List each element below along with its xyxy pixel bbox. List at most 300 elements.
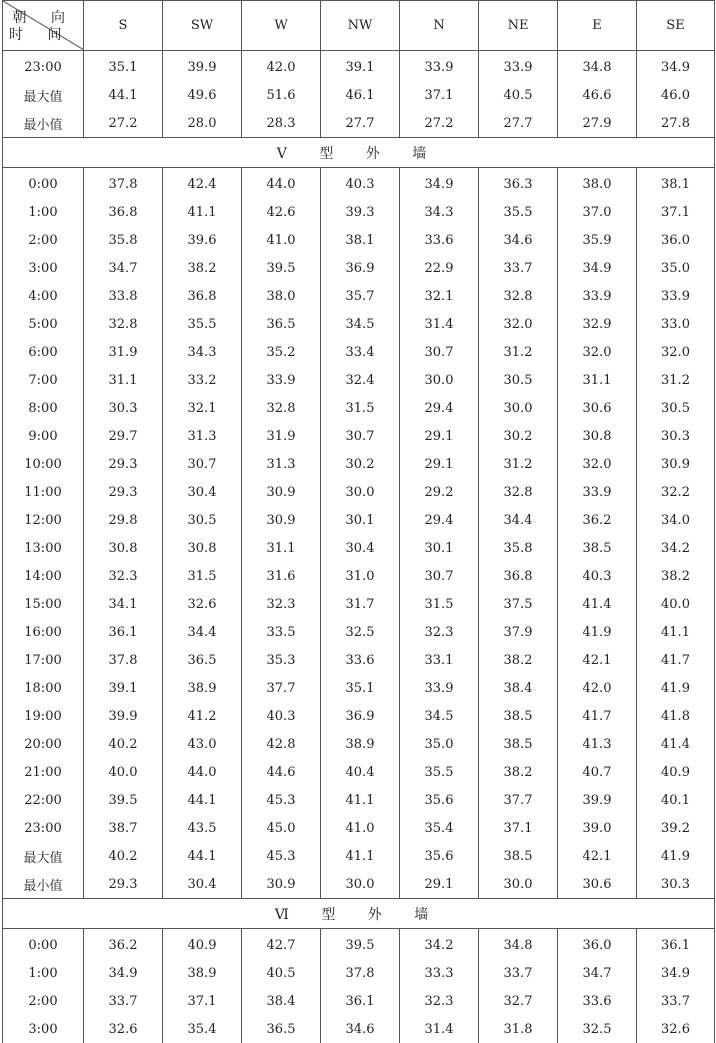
- table-cell: 36.3: [479, 168, 558, 199]
- table-cell: 35.5: [479, 198, 558, 226]
- table-row: [3, 366, 715, 394]
- table-row: [3, 842, 715, 870]
- table-cell: 39.3: [321, 198, 400, 226]
- table-cell: 36.5: [242, 1015, 321, 1043]
- table-cell: 33.6: [558, 987, 637, 1015]
- row-time-label: 10:00: [3, 450, 84, 478]
- table-cell: 42.0: [242, 51, 321, 82]
- table-cell: 46.0: [637, 81, 715, 109]
- table-cell: 37.8: [84, 168, 163, 199]
- table-cell: 41.9: [637, 674, 715, 702]
- table-cell: 31.2: [479, 338, 558, 366]
- table-cell: 31.2: [637, 366, 715, 394]
- table-cell: 29.8: [84, 506, 163, 534]
- table-cell: 34.0: [637, 506, 715, 534]
- table-cell: 40.3: [558, 562, 637, 590]
- header-row: [3, 1, 715, 51]
- table-cell: 34.4: [163, 618, 242, 646]
- table-cell: 33.9: [558, 478, 637, 506]
- table-cell: 40.3: [242, 702, 321, 730]
- table-cell: 35.4: [163, 1015, 242, 1043]
- table-cell: 35.2: [242, 338, 321, 366]
- table-cell: 36.1: [84, 618, 163, 646]
- row-time-label: 16:00: [3, 618, 84, 646]
- table-cell: 33.9: [242, 366, 321, 394]
- table-cell: 36.9: [321, 254, 400, 282]
- table-cell: 30.0: [479, 394, 558, 422]
- block-vi: [3, 929, 715, 1043]
- table-cell: 30.0: [479, 870, 558, 899]
- col-header-w: W: [242, 1, 321, 51]
- table-row: [3, 282, 715, 310]
- table-cell: 51.6: [242, 81, 321, 109]
- table-row: [3, 534, 715, 562]
- table-cell: 39.2: [637, 814, 715, 842]
- table-cell: 44.6: [242, 758, 321, 786]
- table-cell: 32.3: [242, 590, 321, 618]
- table-cell: 27.2: [84, 109, 163, 138]
- table-cell: 32.0: [479, 310, 558, 338]
- table-cell: 37.0: [558, 198, 637, 226]
- table-cell: 30.5: [637, 394, 715, 422]
- table-cell: 41.2: [163, 702, 242, 730]
- table-cell: 30.7: [400, 338, 479, 366]
- table-cell: 35.9: [558, 226, 637, 254]
- table-cell: 38.9: [163, 959, 242, 987]
- table-cell: 40.4: [321, 758, 400, 786]
- table-row: [3, 702, 715, 730]
- table-cell: 39.5: [321, 929, 400, 960]
- table-cell: 41.4: [637, 730, 715, 758]
- table-cell: 33.8: [84, 282, 163, 310]
- table-cell: 37.1: [479, 814, 558, 842]
- table-cell: 42.7: [242, 929, 321, 960]
- table-cell: 34.3: [163, 338, 242, 366]
- col-header-nw: NW: [321, 1, 400, 51]
- table-row: [3, 394, 715, 422]
- table-cell: 30.2: [479, 422, 558, 450]
- table-cell: 32.1: [400, 282, 479, 310]
- table-cell: 30.3: [637, 870, 715, 899]
- table-cell: 43.0: [163, 730, 242, 758]
- table-cell: 35.5: [400, 758, 479, 786]
- table-cell: 31.1: [558, 366, 637, 394]
- row-time-label: 13:00: [3, 534, 84, 562]
- table-cell: 41.7: [558, 702, 637, 730]
- table-cell: 39.9: [84, 702, 163, 730]
- table-cell: 30.8: [558, 422, 637, 450]
- row-time-label: 最小值: [3, 109, 84, 138]
- table-cell: 37.5: [479, 590, 558, 618]
- table-cell: 34.9: [400, 168, 479, 199]
- table-cell: 30.5: [163, 506, 242, 534]
- table-cell: 28.3: [242, 109, 321, 138]
- table-cell: 34.7: [84, 254, 163, 282]
- table-cell: 45.3: [242, 842, 321, 870]
- table-cell: 32.3: [400, 618, 479, 646]
- table-row: [3, 450, 715, 478]
- table-row: [3, 338, 715, 366]
- table-cell: 37.7: [242, 674, 321, 702]
- table-cell: 41.9: [637, 842, 715, 870]
- table-cell: 36.5: [242, 310, 321, 338]
- table-cell: 33.7: [84, 987, 163, 1015]
- table-cell: 30.4: [321, 534, 400, 562]
- table-cell: 31.9: [84, 338, 163, 366]
- table-cell: 33.9: [558, 282, 637, 310]
- table-cell: 33.6: [321, 646, 400, 674]
- table-cell: 35.8: [84, 226, 163, 254]
- row-time-label: 最大值: [3, 81, 84, 109]
- table-cell: 31.6: [242, 562, 321, 590]
- table-cell: 33.9: [400, 674, 479, 702]
- table-cell: 35.6: [400, 786, 479, 814]
- table-cell: 40.9: [637, 758, 715, 786]
- table-cell: 30.4: [163, 870, 242, 899]
- table-cell: 33.7: [479, 254, 558, 282]
- table-cell: 35.0: [637, 254, 715, 282]
- row-time-label: 23:00: [3, 51, 84, 82]
- table-row: [3, 786, 715, 814]
- table-cell: 27.7: [321, 109, 400, 138]
- table-cell: 27.2: [400, 109, 479, 138]
- row-time-label: 3:00: [3, 1015, 84, 1043]
- table-row: [3, 198, 715, 226]
- table-cell: 38.0: [242, 282, 321, 310]
- table-cell: 29.1: [400, 870, 479, 899]
- table-row: [3, 226, 715, 254]
- table-cell: 31.9: [242, 422, 321, 450]
- table-cell: 33.3: [400, 959, 479, 987]
- col-header-n: N: [400, 1, 479, 51]
- table-cell: 42.4: [163, 168, 242, 199]
- table-cell: 39.9: [558, 786, 637, 814]
- table-cell: 41.4: [558, 590, 637, 618]
- table-cell: 37.1: [400, 81, 479, 109]
- corner-orientation-label: 朝 向: [13, 7, 75, 27]
- table-cell: 32.3: [84, 562, 163, 590]
- table-cell: 36.2: [84, 929, 163, 960]
- row-time-label: 14:00: [3, 562, 84, 590]
- table-cell: 41.1: [163, 198, 242, 226]
- table-cell: 36.5: [163, 646, 242, 674]
- table-row: [3, 929, 715, 960]
- row-time-label: 4:00: [3, 282, 84, 310]
- row-time-label: 最小值: [3, 870, 84, 899]
- row-time-label: 0:00: [3, 168, 84, 199]
- row-time-label: 19:00: [3, 702, 84, 730]
- table-cell: 30.6: [558, 870, 637, 899]
- table-cell: 33.5: [242, 618, 321, 646]
- row-time-label: 1:00: [3, 959, 84, 987]
- table-cell: 34.6: [321, 1015, 400, 1043]
- table-cell: 31.5: [321, 394, 400, 422]
- table-cell: 31.5: [400, 590, 479, 618]
- table-cell: 40.2: [84, 730, 163, 758]
- col-header-se: SE: [637, 1, 715, 51]
- table-cell: 34.8: [558, 51, 637, 82]
- table-cell: 31.3: [163, 422, 242, 450]
- table-cell: 40.5: [242, 959, 321, 987]
- table-cell: 40.3: [321, 168, 400, 199]
- table-row: [3, 646, 715, 674]
- table-cell: 41.8: [637, 702, 715, 730]
- table-row: [3, 870, 715, 899]
- table-cell: 46.1: [321, 81, 400, 109]
- table-cell: 38.1: [637, 168, 715, 199]
- table-row: [3, 1015, 715, 1043]
- table-row: [3, 618, 715, 646]
- table-cell: 35.1: [321, 674, 400, 702]
- col-header-sw: SW: [163, 1, 242, 51]
- table-row: [3, 758, 715, 786]
- table-cell: 41.3: [558, 730, 637, 758]
- table-cell: 35.6: [400, 842, 479, 870]
- row-time-label: 17:00: [3, 646, 84, 674]
- table-row: [3, 310, 715, 338]
- table-cell: 38.9: [163, 674, 242, 702]
- table-cell: 33.6: [400, 226, 479, 254]
- table-cell: 39.0: [558, 814, 637, 842]
- col-header-s: S: [84, 1, 163, 51]
- row-time-label: 0:00: [3, 929, 84, 960]
- table-cell: 39.5: [242, 254, 321, 282]
- row-time-label: 1:00: [3, 198, 84, 226]
- table-cell: 30.9: [637, 450, 715, 478]
- table-cell: 42.1: [558, 646, 637, 674]
- row-time-label: 7:00: [3, 366, 84, 394]
- table-cell: 32.3: [400, 987, 479, 1015]
- table-cell: 30.4: [163, 478, 242, 506]
- table-cell: 42.6: [242, 198, 321, 226]
- col-header-ne: NE: [479, 1, 558, 51]
- table-cell: 30.3: [637, 422, 715, 450]
- table-cell: 32.5: [321, 618, 400, 646]
- table-cell: 31.1: [84, 366, 163, 394]
- table-cell: 36.8: [84, 198, 163, 226]
- table-cell: 32.8: [479, 282, 558, 310]
- block-v: [3, 168, 715, 899]
- table-cell: 32.1: [163, 394, 242, 422]
- table-cell: 39.9: [163, 51, 242, 82]
- table-cell: 38.5: [479, 702, 558, 730]
- row-time-label: 15:00: [3, 590, 84, 618]
- table-cell: 35.3: [242, 646, 321, 674]
- row-time-label: 3:00: [3, 254, 84, 282]
- table-cell: 32.5: [558, 1015, 637, 1043]
- table-cell: 35.4: [400, 814, 479, 842]
- table-cell: 29.1: [400, 450, 479, 478]
- table-cell: 34.2: [400, 929, 479, 960]
- table-row: [3, 590, 715, 618]
- table-cell: 38.5: [479, 730, 558, 758]
- table-cell: 38.5: [479, 842, 558, 870]
- table-cell: 41.0: [321, 814, 400, 842]
- table-cell: 40.1: [637, 786, 715, 814]
- table-row: [3, 506, 715, 534]
- table-cell: 38.0: [558, 168, 637, 199]
- table-cell: 44.0: [242, 168, 321, 199]
- table-cell: 30.1: [321, 506, 400, 534]
- table-cell: 38.2: [637, 562, 715, 590]
- table-cell: 30.0: [321, 870, 400, 899]
- table-cell: 37.7: [479, 786, 558, 814]
- row-time-label: 最大值: [3, 842, 84, 870]
- table-cell: 49.6: [163, 81, 242, 109]
- row-time-label: 12:00: [3, 506, 84, 534]
- table-cell: 35.8: [479, 534, 558, 562]
- row-time-label: 9:00: [3, 422, 84, 450]
- table-cell: 30.9: [242, 506, 321, 534]
- table-cell: 35.7: [321, 282, 400, 310]
- table-cell: 38.4: [242, 987, 321, 1015]
- table-cell: 32.0: [558, 450, 637, 478]
- table-cell: 38.2: [163, 254, 242, 282]
- table-cell: 40.0: [84, 758, 163, 786]
- table-cell: 36.2: [558, 506, 637, 534]
- table-cell: 32.6: [637, 1015, 715, 1043]
- table-row: [3, 81, 715, 109]
- table-cell: 34.9: [637, 959, 715, 987]
- table-row: [3, 814, 715, 842]
- table-cell: 29.1: [400, 422, 479, 450]
- table-cell: 46.6: [558, 81, 637, 109]
- table-cell: 32.4: [321, 366, 400, 394]
- row-time-label: 11:00: [3, 478, 84, 506]
- table-cell: 30.8: [163, 534, 242, 562]
- table-cell: 36.0: [558, 929, 637, 960]
- table-cell: 45.0: [242, 814, 321, 842]
- table-cell: 42.8: [242, 730, 321, 758]
- table-cell: 40.7: [558, 758, 637, 786]
- table-cell: 27.7: [479, 109, 558, 138]
- table-cell: 42.1: [558, 842, 637, 870]
- row-time-label: 22:00: [3, 786, 84, 814]
- table-cell: 34.8: [479, 929, 558, 960]
- table-cell: 30.9: [242, 870, 321, 899]
- table-cell: 31.0: [321, 562, 400, 590]
- row-time-label: 18:00: [3, 674, 84, 702]
- table-row: [3, 562, 715, 590]
- table-cell: 42.0: [558, 674, 637, 702]
- table-cell: 41.0: [242, 226, 321, 254]
- table-cell: 30.0: [400, 366, 479, 394]
- table-cell: 35.1: [84, 51, 163, 82]
- table-row: [3, 254, 715, 282]
- table-cell: 37.1: [637, 198, 715, 226]
- table-cell: 33.4: [321, 338, 400, 366]
- table-cell: 31.2: [479, 450, 558, 478]
- table-row: [3, 109, 715, 138]
- table-cell: 34.9: [637, 51, 715, 82]
- table-cell: 39.1: [321, 51, 400, 82]
- table-cell: 30.8: [84, 534, 163, 562]
- table-cell: 41.9: [558, 618, 637, 646]
- table-cell: 34.6: [479, 226, 558, 254]
- table-cell: 32.7: [479, 987, 558, 1015]
- table-cell: 30.0: [321, 478, 400, 506]
- table-cell: 40.0: [637, 590, 715, 618]
- table-cell: 38.2: [479, 646, 558, 674]
- table-cell: 35.5: [163, 310, 242, 338]
- table-cell: 27.8: [637, 109, 715, 138]
- row-time-label: 2:00: [3, 987, 84, 1015]
- table-cell: 34.5: [321, 310, 400, 338]
- table-row: [3, 168, 715, 199]
- table-cell: 29.4: [400, 506, 479, 534]
- row-time-label: 21:00: [3, 758, 84, 786]
- table-cell: 33.2: [163, 366, 242, 394]
- table-cell: 36.8: [163, 282, 242, 310]
- table-row: [3, 51, 715, 82]
- table-cell: 30.5: [479, 366, 558, 394]
- table-cell: 41.7: [637, 646, 715, 674]
- temperature-table: [2, 0, 715, 1043]
- table-cell: 30.6: [558, 394, 637, 422]
- table-cell: 36.1: [637, 929, 715, 960]
- table-cell: 30.1: [400, 534, 479, 562]
- table-cell: 34.2: [637, 534, 715, 562]
- table-cell: 45.3: [242, 786, 321, 814]
- table-row: [3, 674, 715, 702]
- table-row: [3, 959, 715, 987]
- table-cell: 34.5: [400, 702, 479, 730]
- row-time-label: 2:00: [3, 226, 84, 254]
- table-cell: 32.6: [163, 590, 242, 618]
- table-cell: 37.8: [84, 646, 163, 674]
- table-cell: 38.1: [321, 226, 400, 254]
- table-cell: 33.7: [637, 987, 715, 1015]
- row-time-label: 6:00: [3, 338, 84, 366]
- table-cell: 37.9: [479, 618, 558, 646]
- table-cell: 36.8: [479, 562, 558, 590]
- table-cell: 41.1: [321, 842, 400, 870]
- table-cell: 38.4: [479, 674, 558, 702]
- table-cell: 34.7: [558, 959, 637, 987]
- table-cell: 31.8: [479, 1015, 558, 1043]
- section-v: [3, 138, 715, 168]
- table-cell: 43.5: [163, 814, 242, 842]
- table-cell: 32.8: [84, 310, 163, 338]
- table-cell: 33.7: [479, 959, 558, 987]
- table-cell: 31.3: [242, 450, 321, 478]
- table-cell: 44.1: [163, 842, 242, 870]
- table-cell: 37.8: [321, 959, 400, 987]
- table-cell: 39.6: [163, 226, 242, 254]
- table-row: [3, 478, 715, 506]
- table-cell: 34.9: [558, 254, 637, 282]
- table-cell: 32.2: [637, 478, 715, 506]
- table-cell: 30.3: [84, 394, 163, 422]
- table-cell: 36.0: [637, 226, 715, 254]
- table-cell: 30.7: [321, 422, 400, 450]
- table-cell: 32.9: [558, 310, 637, 338]
- table-cell: 41.1: [321, 786, 400, 814]
- table-cell: 29.3: [84, 450, 163, 478]
- table-cell: 27.9: [558, 109, 637, 138]
- table-cell: 44.1: [84, 81, 163, 109]
- table-cell: 22.9: [400, 254, 479, 282]
- row-time-label: 8:00: [3, 394, 84, 422]
- table-cell: 30.9: [242, 478, 321, 506]
- table-cell: 36.9: [321, 702, 400, 730]
- table-cell: 31.1: [242, 534, 321, 562]
- table-cell: 34.3: [400, 198, 479, 226]
- table-cell: 31.5: [163, 562, 242, 590]
- table-cell: 33.9: [479, 51, 558, 82]
- table-cell: 33.1: [400, 646, 479, 674]
- row-time-label: 23:00: [3, 814, 84, 842]
